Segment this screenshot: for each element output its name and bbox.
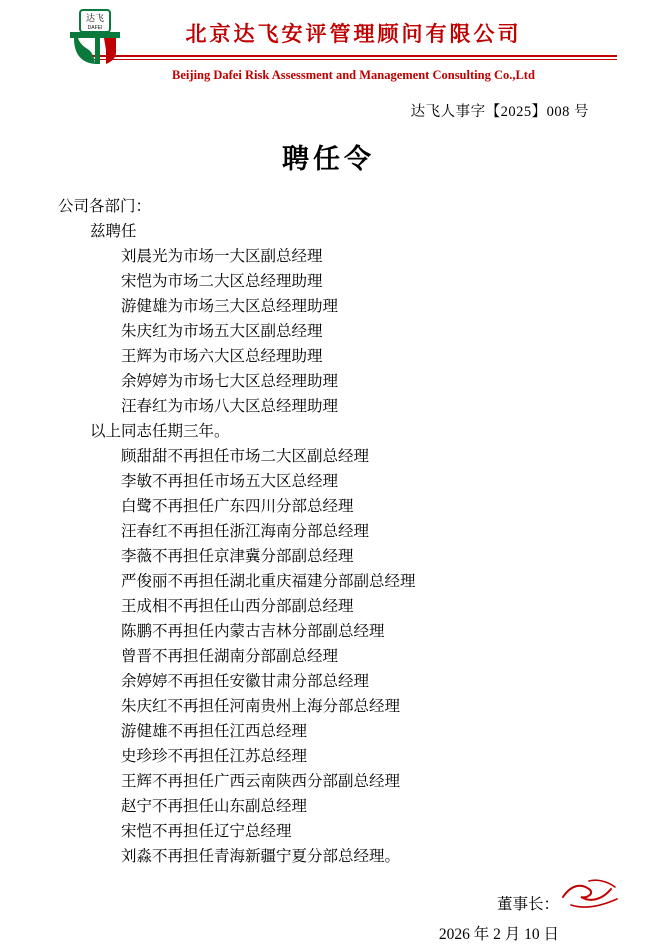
signature-date: 2026 年 2 月 10 日 [438,926,559,943]
letterhead-rule-thick [90,55,617,57]
document-number: 达飞人事字【2025】008 号 [410,104,589,120]
appointment-item: 朱庆红为市场五大区副总经理 [121,323,323,340]
company-name-en: Beijing Dafei Risk Assessment and Management Consulting Co.,Ltd [172,68,535,82]
salutation: 公司各部门： [58,198,152,215]
removal-item: 严俊丽不再担任湖北重庆福建分部副总经理 [121,573,416,590]
page-title: 聘任令 [282,144,375,174]
removal-item: 王成相不再担任山西分部副总经理 [121,598,354,615]
removal-item: 顾甜甜不再担任市场二大区副总经理 [121,448,370,465]
signature-block [40,891,617,949]
appointment-item: 游健雄为市场三大区总经理助理 [121,298,339,315]
removal-item: 曾晋不再担任湖南分部副总经理 [121,648,339,665]
appointment-item: 王辉为市场六大区总经理助理 [121,348,323,365]
appointment-item: 宋恺为市场二大区总经理助理 [121,273,323,290]
svg-text:达飞: 达飞 [85,13,105,23]
appointment-item: 汪春红为市场八大区总经理助理 [121,398,339,415]
removal-item: 汪春红不再担任浙江海南分部总经理 [121,523,370,540]
intro-line: 兹聘任 [90,223,137,240]
svg-text:DAFEI: DAFEI [87,25,103,31]
removal-item: 朱庆红不再担任河南贵州上海分部总经理 [121,698,401,715]
appointment-item: 刘晨光为市场一大区副总经理 [121,248,323,265]
removal-item: 陈鹏不再担任内蒙古吉林分部副总经理 [121,623,385,640]
removal-item: 李敏不再担任市场五大区总经理 [121,473,339,490]
letterhead [40,0,617,86]
term-note: 以上同志任期三年。 [90,423,230,440]
removal-item: 王辉不再担任广西云南陕西分部副总经理 [121,773,401,790]
removal-item: 刘淼不再担任青海新疆宁夏分部总经理。 [121,848,401,865]
removal-item: 游健雄不再担任江西总经理 [121,723,308,740]
letterhead-rule [40,55,617,60]
signer-line [497,891,559,919]
handwritten-signature-icon [559,877,621,911]
document-body [40,194,617,869]
signer-label: 董事长： [496,896,559,913]
removal-item: 赵宁不再担任山东副总经理 [121,798,308,815]
appointment-item: 余婷婷为市场七大区总经理助理 [121,373,339,390]
company-name-cn: 北京达飞安评管理顾问有限公司 [185,22,522,46]
company-logo-icon [64,8,126,66]
removal-item: 白鹭不再担任广东四川分部总经理 [121,498,354,515]
letterhead-rule-thin [90,59,617,60]
removal-item: 余婷婷不再担任安徽甘肃分部总经理 [121,673,370,690]
removal-item: 宋恺不再担任辽宁总经理 [121,823,292,840]
removal-item: 史珍珍不再担任江苏总经理 [121,748,308,765]
removal-item: 李薇不再担任京津冀分部副总经理 [121,548,354,565]
